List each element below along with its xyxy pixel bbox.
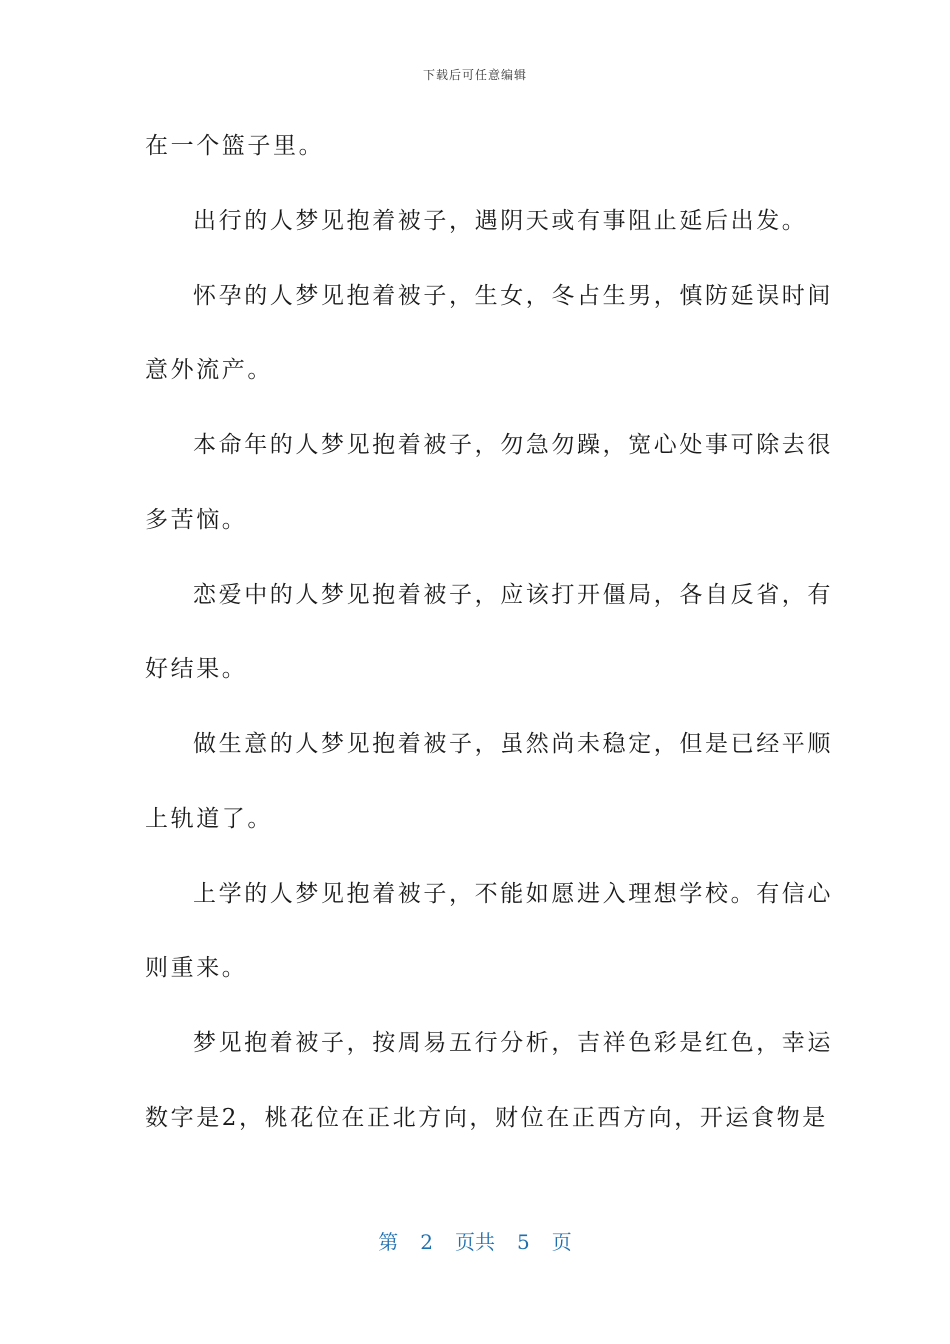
body-line: 则重来。 [145, 955, 248, 981]
page-header-note: 下载后可任意编辑 [422, 68, 527, 82]
page-footer [0, 1226, 950, 1255]
body-line: 数字是2，桃花位在正北方向，财位在正西方向，开运食物是 [145, 1105, 828, 1131]
total-pages-number: 5 [517, 1230, 530, 1254]
body-line: 本命年的人梦见抱着被子，勿急勿躁，宽心处事可除去很 [193, 432, 833, 458]
body-line: 怀孕的人梦见抱着被子，生女，冬占生男，慎防延误时间 [193, 283, 833, 309]
body-line: 恋爱中的人梦见抱着被子，应该打开僵局，各自反省，有 [193, 582, 833, 608]
page-label: 第 [378, 1230, 399, 1254]
body-line: 出行的人梦见抱着被子，遇阴天或有事阻止延后出发。 [193, 208, 808, 234]
page-suffix: 页 [551, 1230, 572, 1254]
body-line: 做生意的人梦见抱着被子，虽然尚未稳定，但是已经平顺 [193, 731, 833, 757]
body-line: 多苦恼。 [145, 507, 248, 533]
body-line: 梦见抱着被子，按周易五行分析，吉祥色彩是红色，幸运 [193, 1030, 833, 1056]
total-label: 页共 [455, 1230, 495, 1254]
body-line: 意外流产。 [145, 357, 273, 383]
body-line: 好结果。 [145, 656, 248, 682]
body-line: 上轨道了。 [145, 806, 273, 832]
body-line: 上学的人梦见抱着被子，不能如愿进入理想学校。有信心 [193, 881, 833, 907]
body-line: 在一个篮子里。 [145, 133, 325, 159]
current-page-number: 2 [420, 1230, 433, 1254]
